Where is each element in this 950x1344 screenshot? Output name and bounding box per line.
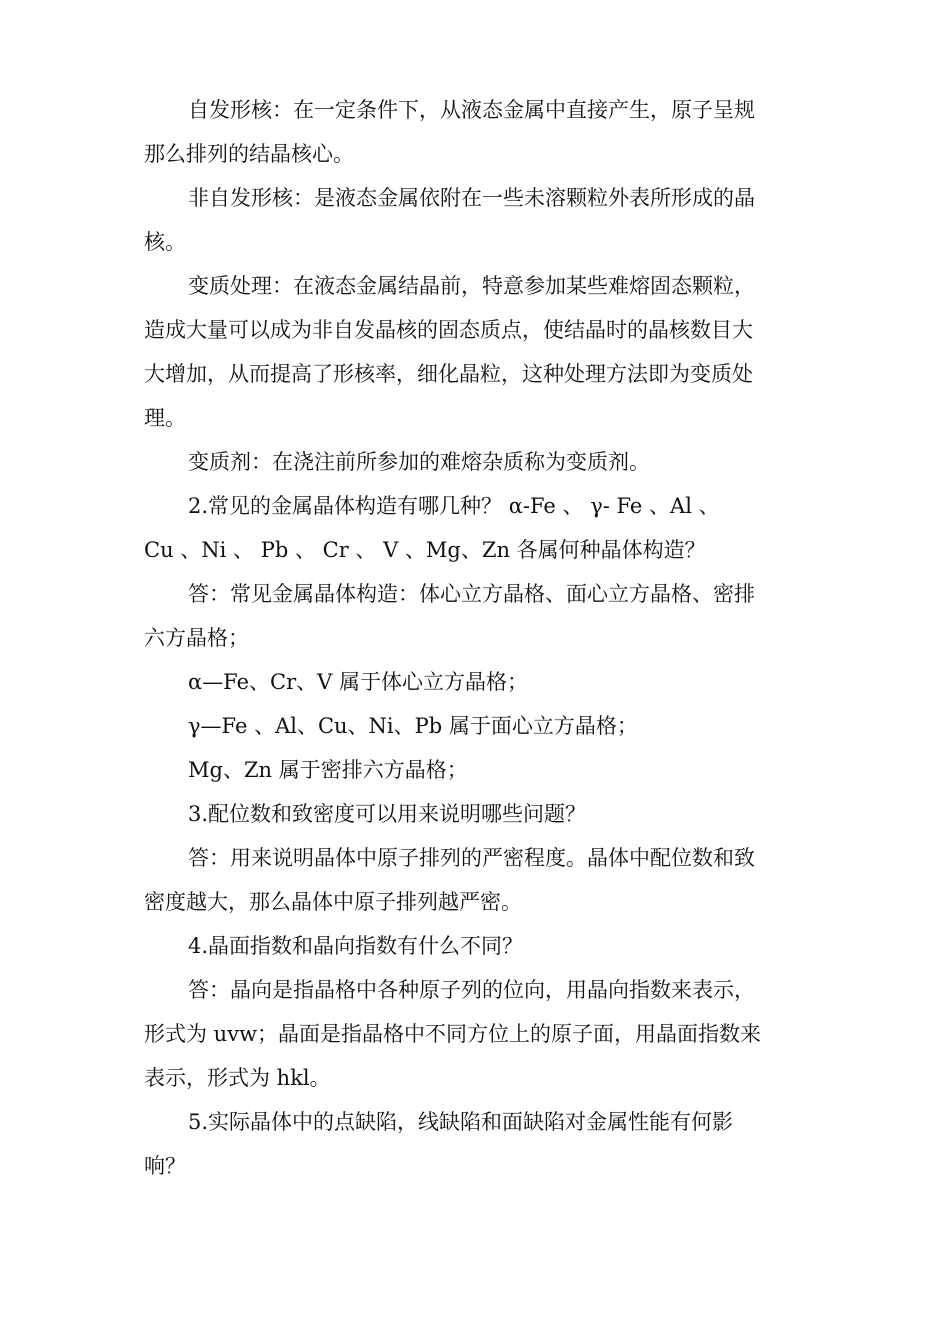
text-line: Mg、Zn 属于密排六方晶格； [188, 758, 468, 782]
answer-3 [144, 836, 804, 924]
text-line: 2.常见的金属晶体构造有哪几种？ α-Fe 、 γ- Fe 、Al 、 [188, 494, 720, 518]
paragraph-nonspontaneous-nucleation [144, 176, 804, 264]
text-line: 六方晶格； [144, 626, 249, 650]
text-line: 理。 [144, 406, 186, 430]
answer-2-bcc [144, 660, 804, 704]
text-line: 非自发形核：是液态金属依附在一些未溶颗粒外表所形成的晶 [188, 186, 755, 210]
text-line: γ—Fe 、Al、Cu、Ni、Pb 属于面心立方晶格； [188, 714, 638, 738]
text-line: 答：晶向是指晶格中各种原子列的位向，用晶向指数来表示， [188, 978, 755, 1002]
text-line: 答：常见金属晶体构造：体心立方晶格、面心立方晶格、密排 [188, 582, 755, 606]
paragraph-modification-treatment [144, 264, 804, 440]
text-line: 造成大量可以成为非自发晶核的固态质点，使结晶时的晶核数目大 [144, 318, 753, 342]
answer-2-fcc [144, 704, 804, 748]
text-line: 核。 [144, 230, 186, 254]
text-line: α—Fe、Cr、V 属于体心立方晶格； [188, 670, 528, 694]
text-line: 密度越大，那么晶体中原子排列越严密。 [144, 890, 522, 914]
text-line: 自发形核：在一定条件下，从液态金属中直接产生，原子呈规 [188, 98, 755, 122]
text-line: 响？ [144, 1154, 186, 1178]
paragraph-spontaneous-nucleation [144, 88, 804, 176]
answer-4 [144, 968, 804, 1100]
question-4 [144, 924, 804, 968]
question-3 [144, 792, 804, 836]
text-line: 形式为 uvw；晶面是指晶格中不同方位上的原子面，用晶面指数来 [144, 1022, 762, 1046]
answer-2 [144, 572, 804, 660]
answer-2-hcp [144, 748, 804, 792]
text-line: 4.晶面指数和晶向指数有什么不同？ [188, 934, 524, 958]
text-line: Cu 、Ni 、 Pb 、 Cr 、 V 、Mg、Zn 各属何种晶体构造？ [144, 538, 706, 562]
text-line: 表示，形式为 hkl。 [144, 1066, 331, 1090]
text-line: 答：用来说明晶体中原子排列的严密程度。晶体中配位数和致 [188, 846, 755, 870]
question-2 [144, 484, 804, 572]
text-line: 变质处理：在液态金属结晶前，特意参加某些难熔固态颗粒， [188, 274, 755, 298]
question-5 [144, 1100, 804, 1188]
paragraph-modifier [144, 440, 804, 484]
text-line: 5.实际晶体中的点缺陷，线缺陷和面缺陷对金属性能有何影 [188, 1110, 734, 1134]
text-line: 大增加，从而提高了形核率，细化晶粒，这种处理方法即为变质处 [144, 362, 753, 386]
text-line: 那么排列的结晶核心。 [144, 142, 354, 166]
text-line: 变质剂：在浇注前所参加的难熔杂质称为变质剂。 [188, 450, 650, 474]
document-page [144, 88, 804, 1188]
text-line: 3.配位数和致密度可以用来说明哪些问题？ [188, 802, 587, 826]
